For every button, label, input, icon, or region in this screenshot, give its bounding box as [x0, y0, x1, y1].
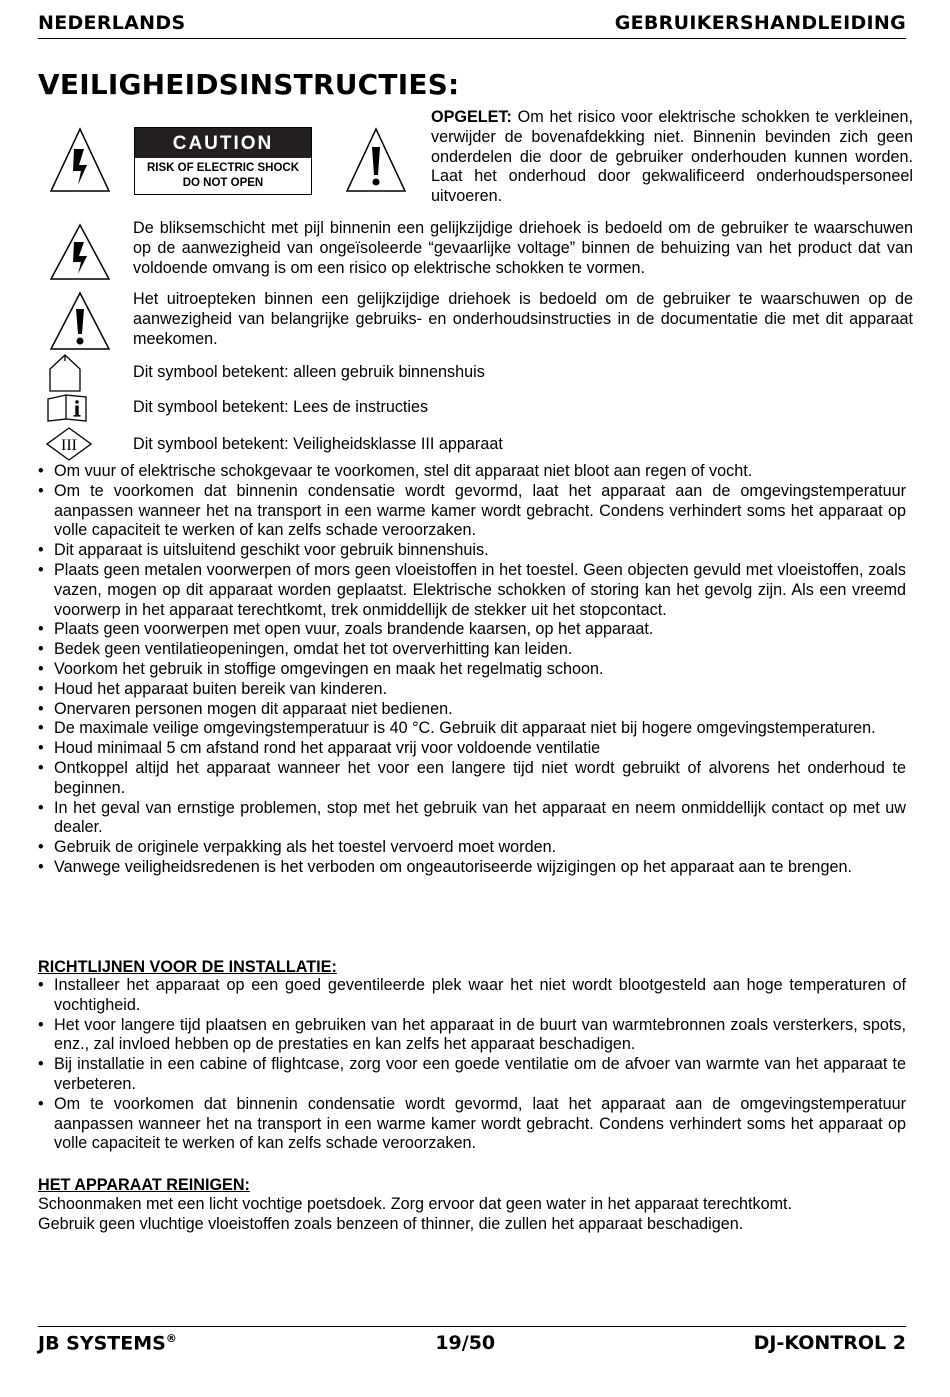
read-symbol-text: Dit symbool betekent: Lees de instructies [133, 398, 429, 416]
exclamation-warning-icon [344, 125, 408, 195]
brand-name: JB SYSTEMS [38, 1332, 166, 1355]
opgelet-paragraph [431, 108, 913, 207]
cleaning-text [38, 1195, 906, 1235]
list-item: • Plaats geen metalen voorwerpen of mors geen vloeistoffen in het toestel. Geen objecten gevuld met vloeistoffen, zoals vazen, mogen op dit apparaat worden geplaatst. Elektrische schokken of storing kan het gevolg zijn. Als een vreemd voorwerp in het apparaat terechtkomt, trek onmiddellijk de stekker uit het stopcontact. [38, 561, 906, 620]
exclamation-warning-icon [48, 290, 112, 352]
page-title: VEILIGHEIDSINSTRUCTIES: [38, 68, 460, 101]
list-item: • De maximale veilige omgevingstemperatuur is 40 °C. Gebruik dit apparaat niet bij hogere omgevingstemperaturen. [38, 719, 906, 739]
page-header [38, 10, 906, 39]
caution-subtitle [135, 158, 311, 191]
exclamation-symbol-text: Het uitroepteken binnen een gelijkzijdige driehoek is bedoeld om de gebruiker te waarschuwen op de aanwezigheid van belangrijke gebruiks- en onderhoudsinstructies in de documentatie die met dit apparaat meekomen. [133, 290, 913, 348]
lightning-warning-icon [48, 125, 112, 195]
read-instructions-icon [46, 393, 88, 423]
list-item: • Installeer het apparaat op een goed geventileerde plek waar het niet wordt blootgesteld aan hoge temperaturen of vochtigheid. [38, 976, 906, 1016]
list-item: • Houd het apparaat buiten bereik van kinderen. [38, 680, 906, 700]
product-model: DJ-KONTROL 2 [753, 1332, 906, 1354]
cleaning-line-1: Schoonmaken met een licht vochtige poetsdoek. Zorg ervoor dat geen water in het apparaat terechtkomt. [38, 1195, 793, 1213]
caution-label [134, 127, 312, 195]
list-item: • Onervaren personen mogen dit apparaat niet bedienen. [38, 700, 906, 720]
opgelet-text: Om het risico voor elektrische schokken te verkleinen, verwijder de bovenafdekking niet. Binnenin bevinden zich geen onderdelen die door de gebruiker onderhouden kunnen worden. Laat het onderhoud door gekwalificeerd onderhoudspersoneel uitvoeren. [431, 108, 913, 206]
header-document-type: GEBRUIKERSHANDLEIDING [614, 12, 906, 34]
opgelet-label: OPGELET: [431, 108, 512, 126]
cleaning-heading: HET APPARAAT REINIGEN: [38, 1176, 250, 1194]
list-item: • Voorkom het gebruik in stoffige omgevingen en maak het regelmatig schoon. [38, 660, 906, 680]
list-item: • In het geval van ernstige problemen, stop met het gebruik van het apparaat en neem onmiddellijk contact op met uw dealer. [38, 799, 906, 839]
safety-class-3-icon [46, 427, 92, 461]
caution-line-1: RISK OF ELECTRIC SHOCK [146, 162, 300, 174]
caution-line-2: DO NOT OPEN [182, 177, 264, 189]
class3-symbol-text: Dit symbool betekent: Veiligheidsklasse III apparaat [133, 435, 503, 453]
page-number: 19/50 [435, 1332, 496, 1354]
list-item: • Ontkoppel altijd het apparaat wanneer het voor een langere tijd niet wordt gebruikt of alvorens het onderhoud te beginnen. [38, 759, 906, 799]
lightning-warning-icon [48, 222, 112, 282]
indoor-symbol-text: Dit symbool betekent: alleen gebruik binnenshuis [133, 363, 485, 381]
list-item: • Bedek geen ventilatieopeningen, omdat het tot oververhitting kan leiden. [38, 640, 906, 660]
list-item: • Plaats geen voorwerpen met open vuur, zoals brandende kaarsen, op het apparaat. [38, 620, 906, 640]
indoor-use-house-icon [48, 353, 82, 393]
safety-class-3-mark: III [61, 437, 77, 454]
list-item: • Bij installatie in een cabine of flightcase, zorg voor een goede ventilatie om de afvoer van warmte van het apparaat te verbeteren. [38, 1055, 906, 1095]
installation-heading: RICHTLIJNEN VOOR DE INSTALLATIE: [38, 958, 337, 976]
registered-mark: ® [165, 1331, 177, 1345]
list-item: • Houd minimaal 5 cm afstand rond het apparaat vrij voor voldoende ventilatie [38, 739, 906, 759]
list-item: • Vanwege veiligheidsredenen is het verboden om ongeautoriseerde wijzigingen op het apparaat aan te brengen. [38, 858, 906, 878]
list-item: • Het voor langere tijd plaatsen en gebruiken van het apparaat in de buurt van warmtebronnen zoals versterkers, spots, enz., zal invloed hebben op de prestaties en kan zelfs het apparaat beschadigen. [38, 1016, 906, 1056]
header-language: NEDERLANDS [38, 12, 186, 34]
manual-page [38, 0, 913, 1397]
list-item: • Om te voorkomen dat binnenin condensatie wordt gevormd, laat het apparaat aan de omgevingstemperatuur aanpassen wanneer het na transport in een warme kamer wordt gebracht. Condens verhindert soms het apparaat op volle capaciteit te werken of kan zelfs schade veroorzaken. [38, 1095, 906, 1154]
list-item: • Om te voorkomen dat binnenin condensatie wordt gevormd, laat het apparaat aan de omgevingstemperatuur aanpassen wanneer het na transport in een warme kamer wordt gebracht. Condens verhindert soms het apparaat op volle capaciteit te werken of kan zelfs schade veroorzaken. [38, 482, 906, 541]
safety-bullet-list [38, 462, 906, 878]
list-item: • Gebruik de originele verpakking als het toestel vervoerd moet worden. [38, 838, 906, 858]
footer-brand [38, 1332, 177, 1354]
list-item: • Om vuur of elektrische schokgevaar te voorkomen, stel dit apparaat niet bloot aan regen of vocht. [38, 462, 906, 482]
page-footer [38, 1326, 906, 1359]
caution-title: CAUTION [135, 128, 311, 158]
list-item: • Dit apparaat is uitsluitend geschikt voor gebruik binnenshuis. [38, 541, 906, 561]
lightning-symbol-text: De bliksemschicht met pijl binnenin een gelijkzijdige driehoek is bedoeld om de gebruiker te waarschuwen op de aanwezigheid van ongeïsoleerde “gevaarlijke voltage” binnen de behuizing van het product dat van voldoende omvang is om een risico op elektrische schokken te vormen. [133, 219, 913, 277]
installation-list [38, 976, 906, 1154]
cleaning-line-2: Gebruik geen vluchtige vloeistoffen zoals benzeen of thinner, die zullen het apparaat beschadigen. [38, 1214, 744, 1233]
